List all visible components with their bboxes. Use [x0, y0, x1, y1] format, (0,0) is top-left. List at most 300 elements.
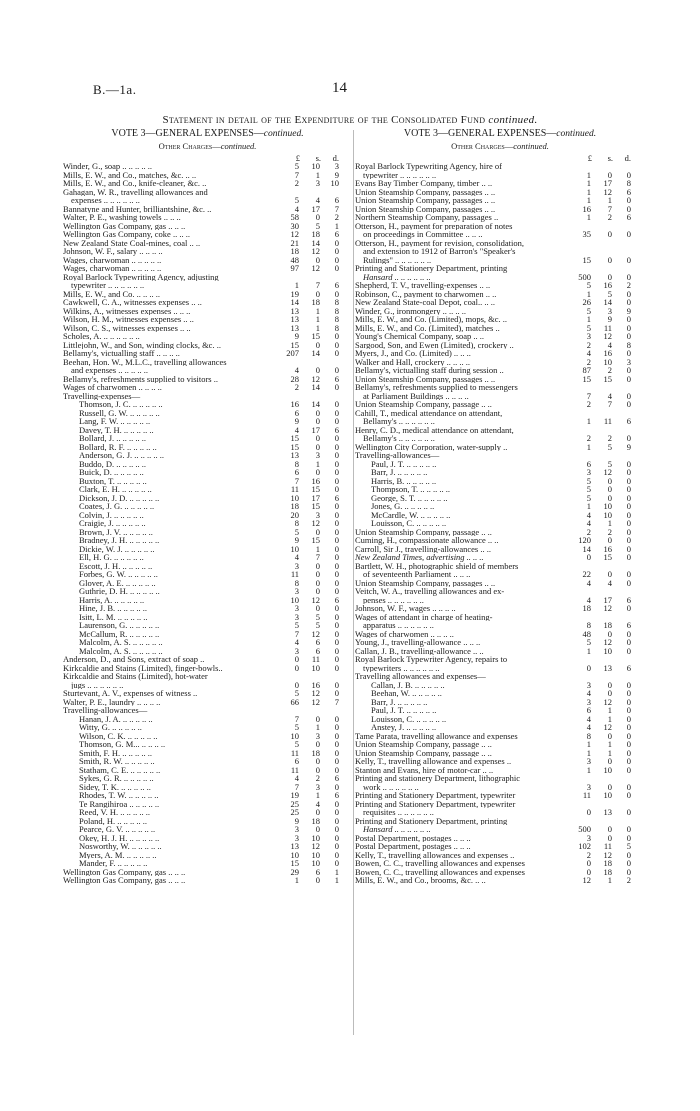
entry-description: Mills, E. W., and Co., knife-cleaner, &c. ..: [63, 179, 207, 188]
amount-shillings: 0: [315, 577, 320, 588]
amount-pence: 0: [334, 645, 339, 656]
amount-pence: 6: [334, 790, 339, 800]
amount-shillings: 14: [311, 348, 320, 358]
amount-shillings: 14: [311, 399, 320, 409]
amount-pounds: 0: [586, 866, 591, 877]
entry-row: [63, 647, 352, 656]
entry-description: Bellamy's, refreshments supplied to visitors ..: [63, 374, 218, 383]
entry-row: [63, 876, 352, 885]
entry-description: Davey, T. H. .. .. .. .. ..: [79, 425, 154, 434]
other-charges-cont: continued.: [513, 141, 549, 151]
entry-row: [63, 324, 352, 333]
amount-pence: 0: [334, 526, 339, 537]
amount-shillings: 18: [603, 858, 612, 868]
amount-pounds: 2: [586, 849, 591, 860]
entry-description: Okey, H. J. H. .. .. .. .. ..: [79, 833, 160, 842]
amount-shillings: 0: [315, 824, 320, 834]
amount-pounds: 18: [290, 246, 299, 256]
entry-row: [63, 519, 352, 528]
amount-pence: 0: [334, 815, 339, 826]
amount-pounds: 48: [582, 628, 591, 639]
entry-description: Hine, J. B. .. .. .. .. ..: [79, 604, 147, 613]
entry-description: Malcolm, A. S. .. .. .. .. ..: [79, 638, 163, 647]
entry-description: Veitch, W. A., travelling allowances and ex-: [355, 587, 505, 596]
amount-pounds: 3: [294, 560, 299, 571]
amount-pence: 0: [334, 331, 339, 341]
entry-row: [355, 723, 645, 732]
entry-row: [63, 205, 352, 214]
entry-row: [63, 349, 352, 358]
amount-shillings: 10: [603, 645, 612, 656]
entry-description: Louisson, C. .. .. .. .. ..: [371, 519, 447, 528]
amount-pence: 0: [626, 628, 631, 639]
entry-row: [63, 791, 352, 800]
amount-shillings: 6: [315, 645, 320, 656]
entry-description: George, S. T. .. .. .. .. ..: [371, 493, 448, 502]
amount-pounds: 28: [290, 373, 299, 384]
entry-description: Ell, H. G. .. .. .. .. ..: [79, 553, 144, 562]
amount-pounds: 11: [290, 569, 299, 579]
amount-pence: 0: [334, 807, 339, 817]
amount-pounds: 1: [586, 169, 591, 180]
amount-pence: 0: [626, 722, 631, 732]
amount-shillings: 17: [311, 203, 320, 214]
entry-description: Hansard .. .. .. .. .. ..: [363, 825, 431, 834]
entry-description: Travelling-allowances—: [63, 706, 148, 715]
amount-pounds: 3: [294, 824, 299, 834]
entry-row: [355, 188, 645, 197]
amount-shillings: 1: [315, 458, 320, 469]
amount-shillings: 0: [607, 569, 612, 579]
amount-pence: 0: [626, 373, 631, 384]
entry-description: Wages of charwomen .. .. .. ..: [63, 383, 162, 392]
amount-pounds: 25: [290, 807, 299, 817]
amount-pounds: 19: [290, 288, 299, 299]
entry-row: [63, 341, 352, 350]
amount-pounds: 9: [294, 331, 299, 341]
amount-shillings: 12: [603, 467, 612, 477]
amount-shillings: 17: [603, 594, 612, 605]
vote-heading-cont: continued.: [263, 129, 304, 139]
amount-pounds: 1: [586, 314, 591, 324]
amount-pounds: 1: [586, 441, 591, 452]
entry-description: Statham, C. E. .. .. .. .. ..: [79, 765, 161, 774]
entry-row: [63, 689, 352, 698]
amount-shillings: 3: [315, 509, 320, 520]
entry-row: [355, 706, 645, 715]
amount-pence: 0: [334, 501, 339, 511]
entry-row: [63, 434, 352, 443]
amount-shillings: 10: [311, 849, 320, 860]
amount-pounds: 1: [294, 875, 299, 885]
entry-description: Thompson, T. .. .. .. .. ..: [371, 485, 451, 494]
amount-pounds: 2: [586, 356, 591, 367]
amount-shillings: 0: [315, 365, 320, 375]
amount-pounds: 1: [586, 739, 591, 749]
entry-description: Stanton and Evans, hire of motor-car .. ..: [355, 765, 494, 774]
amount-pence: 0: [626, 807, 631, 817]
amount-pence: 0: [626, 535, 631, 545]
entry-row: [355, 681, 645, 690]
entry-row: [63, 851, 352, 860]
amount-shillings: 0: [607, 535, 612, 545]
amount-pence: 0: [334, 254, 339, 265]
entry-row: [63, 536, 352, 545]
entry-row: [355, 281, 645, 290]
entry-description: Barr, J. .. .. .. .. ..: [371, 697, 428, 706]
amount-pounds: 3: [586, 696, 591, 707]
amount-pounds: 8: [586, 620, 591, 630]
amount-pounds: 7: [294, 713, 299, 724]
entry-description: New Zealand Times, advertising .. .. ..: [355, 553, 484, 562]
entry-row: [355, 817, 645, 826]
amount-shillings: 0: [315, 339, 320, 350]
amount-pounds: 1: [586, 747, 591, 758]
entry-row: [63, 417, 352, 426]
entry-row: [355, 791, 645, 800]
entry-row: [355, 307, 645, 316]
entry-description: Winder, G., soap .. .. .. .. ..: [63, 162, 153, 171]
entry-description: Te Rangihiroa .. .. .. .. ..: [79, 799, 160, 808]
entry-row: [63, 825, 352, 834]
entry-description: Dickie, W. J. .. .. .. .. ..: [79, 544, 155, 553]
amount-shillings: 9: [607, 314, 612, 324]
amount-pence: 0: [626, 824, 631, 834]
amount-shillings: 11: [603, 416, 612, 426]
entry-row: [63, 307, 352, 316]
amount-pounds: 5: [294, 688, 299, 698]
amount-pence: 0: [626, 730, 631, 741]
amount-pence: 0: [334, 620, 339, 630]
entry-row: [355, 409, 645, 418]
amount-pounds: 22: [582, 569, 591, 579]
left-column: [63, 128, 352, 885]
amount-pounds: 15: [582, 373, 591, 384]
entry-description: Printing and Stationery Department, printing: [355, 264, 508, 273]
amount-pounds: 35: [582, 229, 591, 239]
entry-row: [355, 426, 645, 435]
amount-pounds: 5: [294, 620, 299, 630]
entry-description: Dickson, J. D. .. .. .. .. ..: [79, 493, 160, 502]
amount-shillings: 15: [311, 331, 320, 341]
entries-list: [355, 162, 645, 885]
entry-description: Henry, C. D., medical attendance on attendant,: [355, 425, 514, 434]
amount-pence: 0: [626, 484, 631, 494]
entry-row: [355, 545, 645, 554]
amount-pounds: 18: [582, 603, 591, 613]
amount-pounds: 14: [582, 543, 591, 554]
amount-pence: 0: [626, 705, 631, 715]
amount-pence: 0: [626, 501, 631, 511]
amount-pence: 0: [334, 339, 339, 350]
entry-description: Harris, B. .. .. .. .. ..: [371, 476, 437, 485]
entry-description: Bannatyne and Hunter, brilliantshine, &c. ..: [63, 204, 212, 213]
amount-pence: 0: [334, 348, 339, 358]
title-cont: continued.: [488, 114, 538, 126]
amount-pounds: 8: [294, 518, 299, 528]
entry-description: Kelly, T., travelling allowances and expenses ..: [355, 850, 515, 859]
amount-shillings: 15: [603, 373, 612, 384]
entry-description: Wages, charwoman .. .. .. .. ..: [63, 255, 162, 264]
entry-row: [355, 757, 645, 766]
amount-pence: 0: [626, 492, 631, 503]
entry-row: [63, 783, 352, 792]
entry-row: [63, 281, 352, 290]
entry-row: [63, 774, 352, 783]
entry-row: [355, 213, 645, 222]
amount-pence: 0: [626, 509, 631, 520]
entry-row: [63, 859, 352, 868]
amount-pounds: 5: [586, 305, 591, 316]
entry-row: [355, 536, 645, 545]
entry-row: [63, 723, 352, 732]
entry-row: [63, 757, 352, 766]
amount-pounds: 15: [290, 339, 299, 350]
shillings-unit: s.: [315, 153, 321, 163]
entry-description: Bellamy's .. .. .. .. .. ..: [363, 417, 435, 426]
vote-heading-cont: continued.: [556, 129, 597, 139]
entry-description: Johnson, W. F., salary .. .. .. ..: [63, 247, 163, 256]
entry-row: [63, 213, 352, 222]
amount-pence: 0: [334, 263, 339, 273]
amount-pence: 0: [334, 611, 339, 622]
amount-shillings: 18: [603, 866, 612, 877]
amount-shillings: 12: [311, 373, 320, 384]
amount-pounds: 4: [294, 773, 299, 783]
amount-shillings: 10: [603, 356, 612, 367]
entry-row: [355, 256, 645, 265]
entry-row: [355, 834, 645, 843]
amount-shillings: 13: [603, 662, 612, 673]
amount-shillings: 0: [607, 254, 612, 265]
amount-pence: 5: [626, 841, 631, 851]
entry-row: [355, 358, 645, 367]
units-header: [63, 153, 352, 162]
amount-pounds: 15: [290, 858, 299, 868]
entry-description: Coates, J. G. .. .. .. .. ..: [79, 502, 155, 511]
entry-description: Otterson, H., payment for preparation of notes: [355, 221, 513, 230]
amount-pounds: 13: [290, 322, 299, 333]
amount-pence: 6: [334, 280, 339, 290]
entry-row: [63, 553, 352, 562]
entry-row: [355, 239, 645, 248]
amount-pounds: 3: [586, 331, 591, 341]
amount-pounds: 207: [286, 348, 299, 358]
amount-shillings: 0: [607, 229, 612, 239]
amount-shillings: 2: [607, 212, 612, 222]
amount-pounds: 1: [294, 280, 299, 290]
entry-description: Carroll, Sir J., travelling-allowances .. ..: [355, 544, 491, 553]
entry-description: Nosworthy, W. .. .. .. .. ..: [79, 842, 162, 851]
amount-shillings: 5: [607, 458, 612, 469]
amount-shillings: 18: [311, 815, 320, 826]
amount-pounds: 500: [578, 824, 591, 834]
amount-shillings: 12: [603, 722, 612, 732]
amount-pence: 6: [626, 594, 631, 605]
amount-shillings: 0: [607, 688, 612, 698]
amount-pounds: 10: [290, 594, 299, 605]
amount-pounds: 12: [290, 229, 299, 239]
amount-pence: 0: [334, 662, 339, 673]
amount-shillings: 1: [315, 322, 320, 333]
amount-shillings: 5: [315, 220, 320, 231]
amount-pounds: 10: [290, 730, 299, 741]
entry-description: Union Steamship Company, passages .. ..: [355, 374, 496, 383]
entry-row: [355, 247, 645, 256]
entry-row: [355, 800, 645, 809]
amount-shillings: 12: [311, 594, 320, 605]
amount-shillings: 16: [603, 280, 612, 290]
amount-shillings: 0: [315, 560, 320, 571]
entry-row: [63, 672, 352, 681]
entry-row: [63, 162, 352, 171]
right-column: [355, 128, 645, 885]
amount-shillings: 0: [607, 832, 612, 843]
entry-row: [63, 443, 352, 452]
entry-row: [355, 383, 645, 392]
entry-description: Royal Barlock Typewriter Agency, repairs to: [355, 655, 508, 664]
entry-description: Bollard, J. .. .. .. .. ..: [79, 434, 147, 443]
amount-pence: 0: [626, 365, 631, 375]
entry-description: typewriter .. .. .. .. .. ..: [71, 281, 145, 290]
entry-description: Myers, J., and Co. (Limited) .. .. ..: [355, 349, 471, 358]
amount-shillings: 1: [315, 790, 320, 800]
entry-row: [63, 562, 352, 571]
amount-shillings: 4: [315, 798, 320, 809]
entry-description: Paul, J. T. .. .. .. .. ..: [371, 706, 437, 715]
entry-description: Mander, F. .. .. .. .. ..: [79, 859, 148, 868]
entry-description: Jones, G. .. .. .. .. ..: [371, 502, 435, 511]
entry-description: Winder, G., ironmongery .. .. .. ..: [355, 306, 466, 315]
entry-description: Harris, A. .. .. .. .. ..: [79, 595, 145, 604]
amount-shillings: 0: [315, 756, 320, 766]
entry-description: Mills, E. W., and Co., brooms, &c. .. ..: [355, 876, 486, 885]
amount-pounds: 2: [294, 382, 299, 392]
entry-row: [355, 604, 645, 613]
entry-row: [355, 366, 645, 375]
entry-row: [355, 179, 645, 188]
amount-pounds: 6: [294, 756, 299, 766]
amount-pounds: 9: [294, 815, 299, 826]
amount-pence: 1: [334, 220, 339, 231]
amount-pounds: 5: [294, 195, 299, 205]
entry-row: [355, 876, 645, 885]
entry-description: apparatus .. .. .. .. .. ..: [363, 621, 434, 630]
amount-pence: 6: [626, 620, 631, 630]
entry-description: Hansard .. .. .. .. .. ..: [363, 272, 431, 281]
entry-row: [63, 638, 352, 647]
amount-pence: 0: [626, 781, 631, 792]
entry-description: Bellamy's, refreshments supplied to messengers: [355, 383, 518, 392]
entry-row: [63, 817, 352, 826]
entry-description: Royal Barlock Typewriting Agency, adjusting: [63, 272, 219, 281]
amount-pounds: 5: [586, 322, 591, 333]
amount-pounds: 6: [586, 705, 591, 715]
amount-pounds: 4: [586, 518, 591, 528]
amount-pence: 0: [626, 764, 631, 775]
amount-pounds: 15: [290, 441, 299, 452]
entry-row: [63, 604, 352, 613]
amount-pence: 0: [626, 254, 631, 265]
entry-description: requisites .. .. .. .. .. ..: [363, 808, 434, 817]
amount-pence: 8: [626, 339, 631, 350]
amount-pounds: 13: [290, 450, 299, 460]
amount-pence: 2: [626, 875, 631, 885]
amount-shillings: 10: [311, 832, 320, 843]
entry-row: [63, 868, 352, 877]
entry-row: [63, 468, 352, 477]
entry-row: [355, 562, 645, 571]
entry-description: Cuming, H., compassionate allowance .. ..: [355, 536, 499, 545]
entry-row: [63, 613, 352, 622]
amount-pence: 0: [334, 552, 339, 562]
entry-row: [355, 417, 645, 426]
amount-pounds: 4: [586, 577, 591, 588]
amount-pence: 0: [334, 237, 339, 248]
amount-shillings: 1: [607, 705, 612, 715]
entry-row: [355, 638, 645, 647]
entry-description: work .. .. .. .. .. ..: [363, 782, 419, 791]
amount-shillings: 1: [315, 305, 320, 316]
entry-row: [355, 494, 645, 503]
amount-pounds: 16: [582, 203, 591, 214]
amount-pounds: 0: [294, 662, 299, 673]
amount-pounds: 5: [586, 280, 591, 290]
entry-description: Travelling-allowances—: [355, 451, 440, 460]
amount-shillings: 16: [603, 348, 612, 358]
amount-pounds: 7: [586, 390, 591, 401]
entry-row: [355, 485, 645, 494]
entry-description: Wellington Gas Company, gas .. .. ..: [63, 867, 186, 876]
amount-pence: 0: [626, 322, 631, 333]
amount-shillings: 16: [603, 543, 612, 554]
entry-description: Reed, V. H. .. .. .. .. ..: [79, 808, 150, 817]
entry-description: Laurenson, G. .. .. .. .. ..: [79, 621, 160, 630]
entry-row: [355, 273, 645, 282]
amount-pence: 0: [626, 458, 631, 469]
entry-row: [63, 426, 352, 435]
entry-row: [355, 477, 645, 486]
entry-row: [63, 366, 352, 375]
amount-shillings: 0: [315, 416, 320, 426]
amount-pence: 7: [334, 203, 339, 214]
amount-shillings: 10: [603, 764, 612, 775]
amount-shillings: 1: [607, 739, 612, 749]
amount-shillings: 12: [311, 696, 320, 707]
entry-description: Guthrie, D. H. .. .. .. .. ..: [79, 587, 160, 596]
amount-pence: 7: [334, 696, 339, 707]
amount-pence: 0: [334, 484, 339, 494]
amount-pounds: 11: [582, 790, 591, 800]
amount-pence: 0: [334, 288, 339, 299]
amount-pence: 0: [334, 798, 339, 809]
amount-shillings: 4: [607, 577, 612, 588]
entry-description: Cawkwell, C. A., witnesses expenses .. ..: [63, 298, 202, 307]
amount-pence: 0: [334, 637, 339, 647]
amount-pence: 0: [626, 688, 631, 698]
amount-pence: 0: [626, 603, 631, 613]
amount-shillings: 0: [315, 433, 320, 443]
amount-shillings: 12: [311, 688, 320, 698]
amount-shillings: 12: [311, 841, 320, 851]
amount-shillings: 12: [311, 628, 320, 639]
amount-pence: 0: [626, 518, 631, 528]
entry-row: [355, 630, 645, 639]
entry-row: [63, 375, 352, 384]
other-charges-heading: [63, 140, 352, 153]
amount-pounds: 1: [586, 764, 591, 775]
entry-row: [63, 502, 352, 511]
